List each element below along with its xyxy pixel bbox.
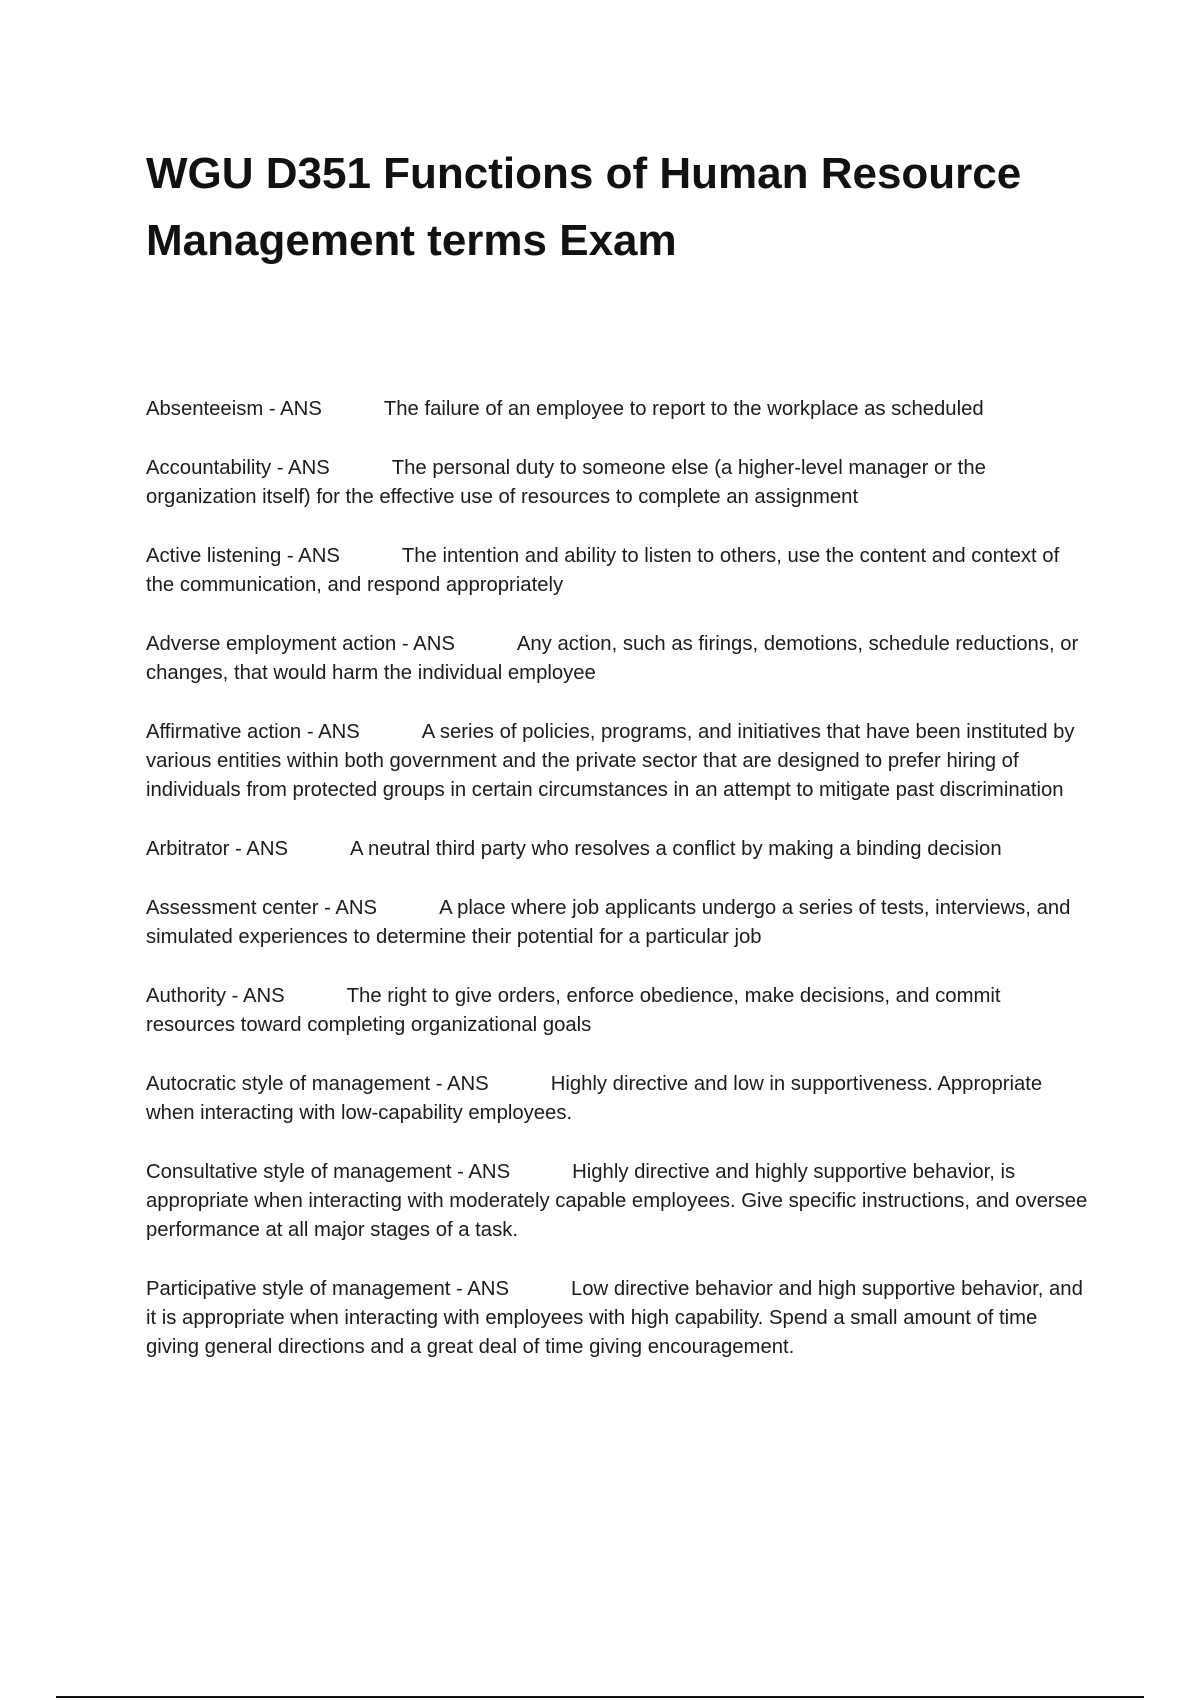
- term-definition: Any action, such as firings, demotions, schedule reductions, or changes, that would harm the individual employee: [146, 633, 1079, 684]
- terms-list: [146, 395, 1091, 1392]
- term-name: Arbitrator - ANS: [146, 838, 289, 860]
- term-name: Accountability - ANS: [146, 457, 330, 479]
- term-definition: A place where job applicants undergo a series of tests, interviews, and simulated experiences to determine their potential for a particular job: [146, 897, 1071, 948]
- term-entry: [146, 982, 1091, 1040]
- term-name: Adverse employment action - ANS: [146, 633, 455, 655]
- term-definition: A neutral third party who resolves a conflict by making a binding decision: [350, 838, 1002, 860]
- term-definition: The right to give orders, enforce obedience, make decisions, and commit resources toward completing organizational goals: [146, 985, 1001, 1036]
- term-name: Active listening - ANS: [146, 545, 340, 567]
- term-definition: Highly directive and highly supportive behavior, is appropriate when interacting with moderately capable employees. Give specific instructions, and oversee performance at all major stages of a task.: [146, 1161, 1088, 1241]
- term-entry: [146, 542, 1091, 600]
- term-name: Absenteeism - ANS: [146, 398, 322, 420]
- term-name: Consultative style of management - ANS: [146, 1161, 511, 1183]
- term-entry: [146, 1070, 1091, 1128]
- document-title: WGU D351 Functions of Human Resource Management terms Exam: [146, 149, 1022, 265]
- term-entry: [146, 1275, 1091, 1362]
- term-name: Affirmative action - ANS: [146, 721, 360, 743]
- term-entry: [146, 718, 1091, 805]
- term-name: Authority - ANS: [146, 985, 285, 1007]
- term-entry: [146, 1158, 1091, 1245]
- term-entry: [146, 894, 1091, 952]
- term-entry: [146, 630, 1091, 688]
- term-definition: The failure of an employee to report to the workplace as scheduled: [383, 398, 984, 420]
- term-definition: The intention and ability to listen to others, use the content and context of the communication, and respond appropriately: [146, 545, 1060, 596]
- term-name: Autocratic style of management - ANS: [146, 1073, 489, 1095]
- term-entry: [146, 835, 1091, 864]
- term-entry: [146, 395, 1091, 424]
- term-definition: Low directive behavior and high supportive behavior, and it is appropriate when interacting with employees with high capability. Spend a small amount of time giving general directions and a great deal of time giving encouragement.: [146, 1278, 1083, 1358]
- page-bottom-rule: [56, 1696, 1144, 1698]
- term-definition: A series of policies, programs, and initiatives that have been instituted by various entities within both government and the private sector that are designed to prefer hiring of individuals from protected groups in certain circumstances in an attempt to mitigate past discrimination: [146, 721, 1075, 801]
- term-definition: The personal duty to someone else (a higher-level manager or the organization itself) for the effective use of resources to complete an assignment: [146, 457, 986, 508]
- term-definition: Highly directive and low in supportiveness. Appropriate when interacting with low-capability employees.: [146, 1073, 1043, 1124]
- term-name: Participative style of management - ANS: [146, 1278, 509, 1300]
- term-name: Assessment center - ANS: [146, 897, 378, 919]
- term-entry: [146, 454, 1091, 512]
